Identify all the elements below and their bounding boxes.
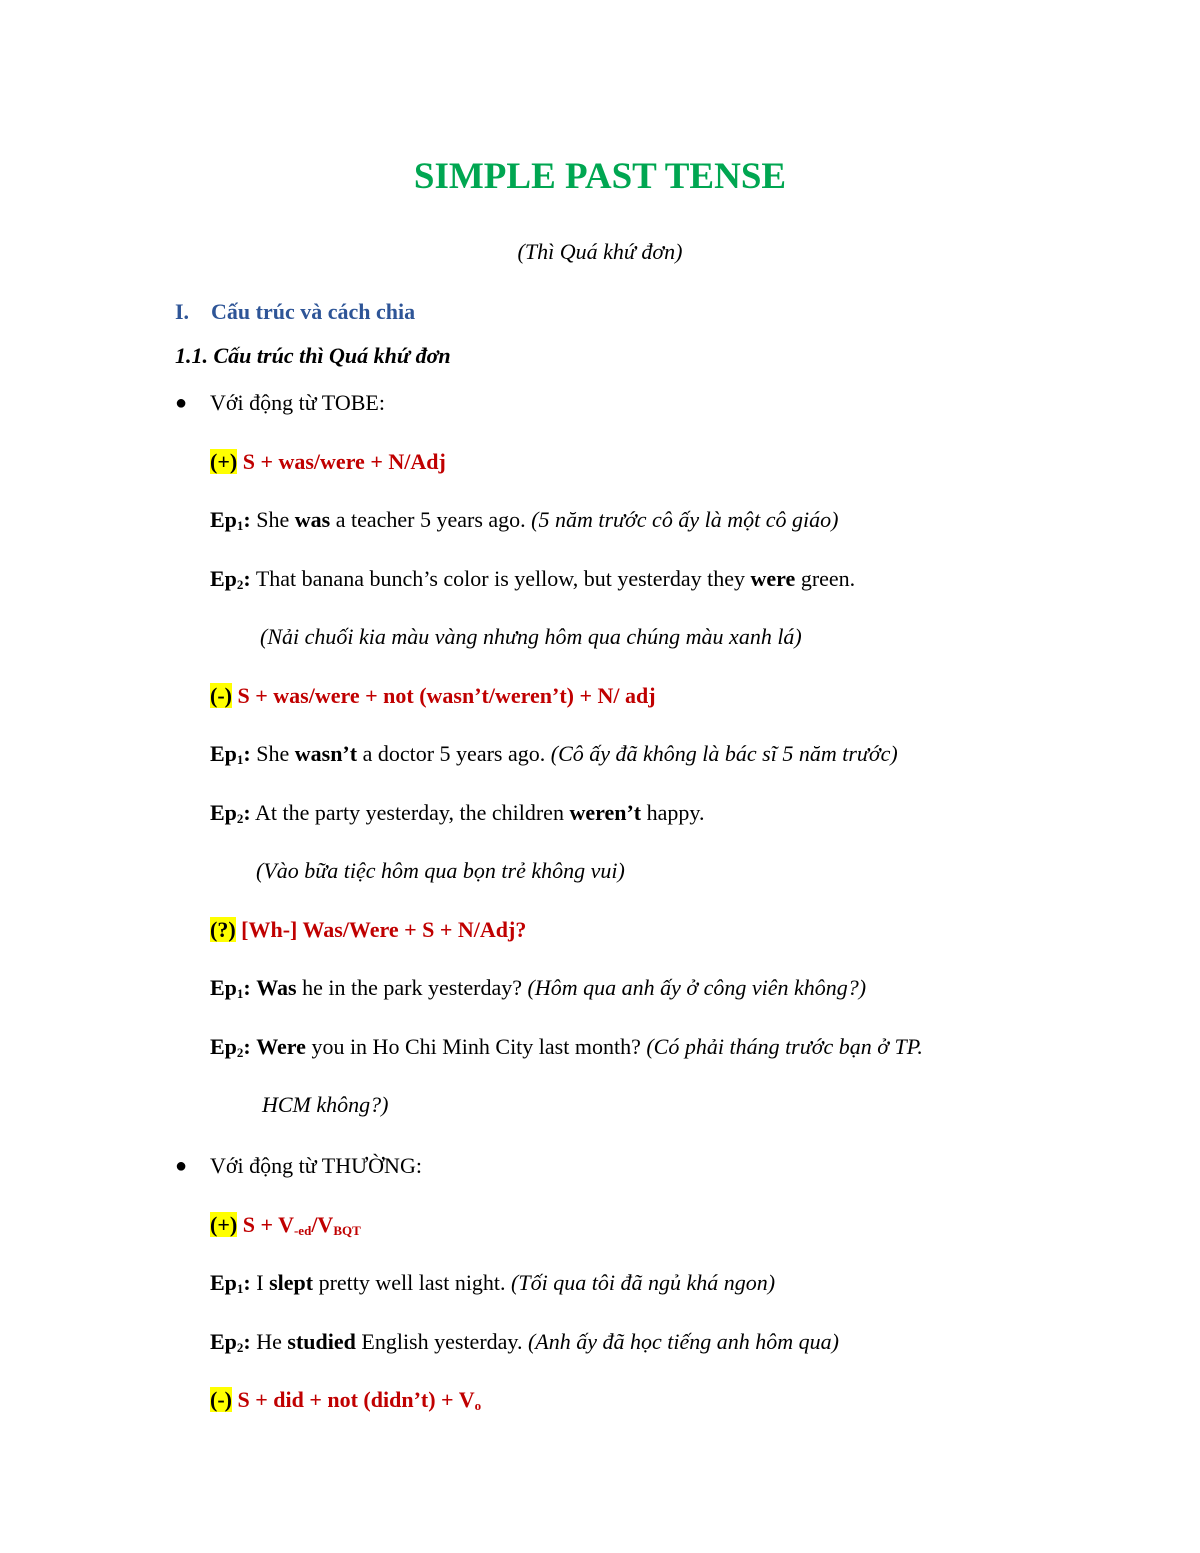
bullet-regular-text: Với động từ THƯỜNG: <box>210 1153 422 1178</box>
positive-mark: (+) <box>210 449 238 474</box>
formula-tobe-negative <box>210 682 656 710</box>
subsection-heading-1-1: 1.1. Cấu trúc thì Quá khứ đơn <box>175 343 451 368</box>
example-label: $Ep_2$: <box>210 1329 251 1355</box>
example-tobe-question-1: $Ep_1$: Was he in the park yesterday? (Hôm qua anh ấy ở công viên không?) <box>210 975 867 1001</box>
translation: (Hôm qua anh ấy ở công viên không?) <box>527 975 867 1000</box>
formula-text: [Wh-] Was/Were + S + N/Adj? <box>241 917 527 942</box>
bullet-tobe-text: Với động từ TOBE: <box>210 390 385 415</box>
translation: (Có phải tháng trước bạn ở TP. <box>646 1034 923 1059</box>
translation-tobe-negative-2: (Vào bữa tiệc hôm qua bọn trẻ không vui) <box>256 858 625 883</box>
example-label: $Ep_1$: <box>210 507 251 533</box>
formula-text: S + was/were + N/Adj <box>242 449 446 474</box>
bullet-regular <box>175 1152 422 1180</box>
example-tobe-question-2: $Ep_2$: Were you in Ho Chi Minh City last month? (Có phải tháng trước bạn ở TP. <box>210 1034 923 1060</box>
document-subtitle: (Thì Quá khứ đơn) <box>517 239 683 264</box>
formula-regular-negative: (-) S + did + not (didn’t) + $V_o$ <box>210 1387 482 1413</box>
negative-mark: (-) <box>210 1387 232 1412</box>
negative-mark: (-) <box>210 683 232 708</box>
example-label: $Ep_1$: <box>210 741 251 767</box>
bullet-tobe <box>175 389 385 417</box>
translation: (Cô ấy đã không là bác sĩ 5 năm trước) <box>550 741 898 766</box>
translation-tobe-positive-2: (Nải chuối kia màu vàng nhưng hôm qua chúng màu xanh lá) <box>260 624 802 649</box>
section-heading-i <box>175 298 415 326</box>
example-label: $Ep_2$: <box>210 1034 251 1060</box>
formula-tobe-positive <box>210 448 446 476</box>
formula-regular-positive: (+) $S + V_{-ed}/V_{BQT}$ <box>210 1212 361 1238</box>
example-tobe-negative-1: $Ep_1$: She wasn’t a doctor 5 years ago. (Cô ấy đã không là bác sĩ 5 năm trước) <box>210 741 898 767</box>
positive-mark: (+) <box>210 1212 238 1237</box>
example-tobe-positive-2: $Ep_2$: That banana bunch’s color is yellow, but yesterday they were green. <box>210 566 856 592</box>
translation: (Anh ấy đã học tiếng anh hôm qua) <box>527 1329 839 1354</box>
example-regular-positive-2: $Ep_2$: He studied English yesterday. (Anh ấy đã học tiếng anh hôm qua) <box>210 1329 839 1355</box>
example-label: $Ep_1$: <box>210 1270 251 1296</box>
formula-text: S + was/were + not (wasn’t/weren’t) + N/ adj <box>237 683 656 708</box>
bullet-dot-icon: ● <box>175 392 188 414</box>
example-label: $Ep_2$: <box>210 800 251 826</box>
question-mark: (?) <box>210 917 236 942</box>
formula-tobe-question <box>210 916 526 944</box>
document-title: SIMPLE PAST TENSE <box>413 156 787 197</box>
example-tobe-positive-1: $Ep_1$: She was a teacher 5 years ago. (5 năm trước cô ấy là một cô giáo) <box>210 507 839 533</box>
example-regular-positive-1: $Ep_1$: I slept pretty well last night. (Tối qua tôi đã ngủ khá ngon) <box>210 1270 776 1296</box>
translation-tobe-question-2-cont: HCM không?) <box>262 1092 389 1117</box>
example-label: $Ep_2$: <box>210 566 251 592</box>
example-tobe-negative-2: $Ep_2$: At the party yesterday, the children weren’t happy. <box>210 800 705 826</box>
section-number: I. <box>175 299 190 324</box>
section-title: Cấu trúc và cách chia <box>211 299 416 324</box>
bullet-dot-icon: ● <box>175 1155 188 1177</box>
translation: (Tối qua tôi đã ngủ khá ngon) <box>511 1270 776 1295</box>
translation: (5 năm trước cô ấy là một cô giáo) <box>531 507 839 532</box>
example-label: $Ep_1$: <box>210 975 251 1001</box>
